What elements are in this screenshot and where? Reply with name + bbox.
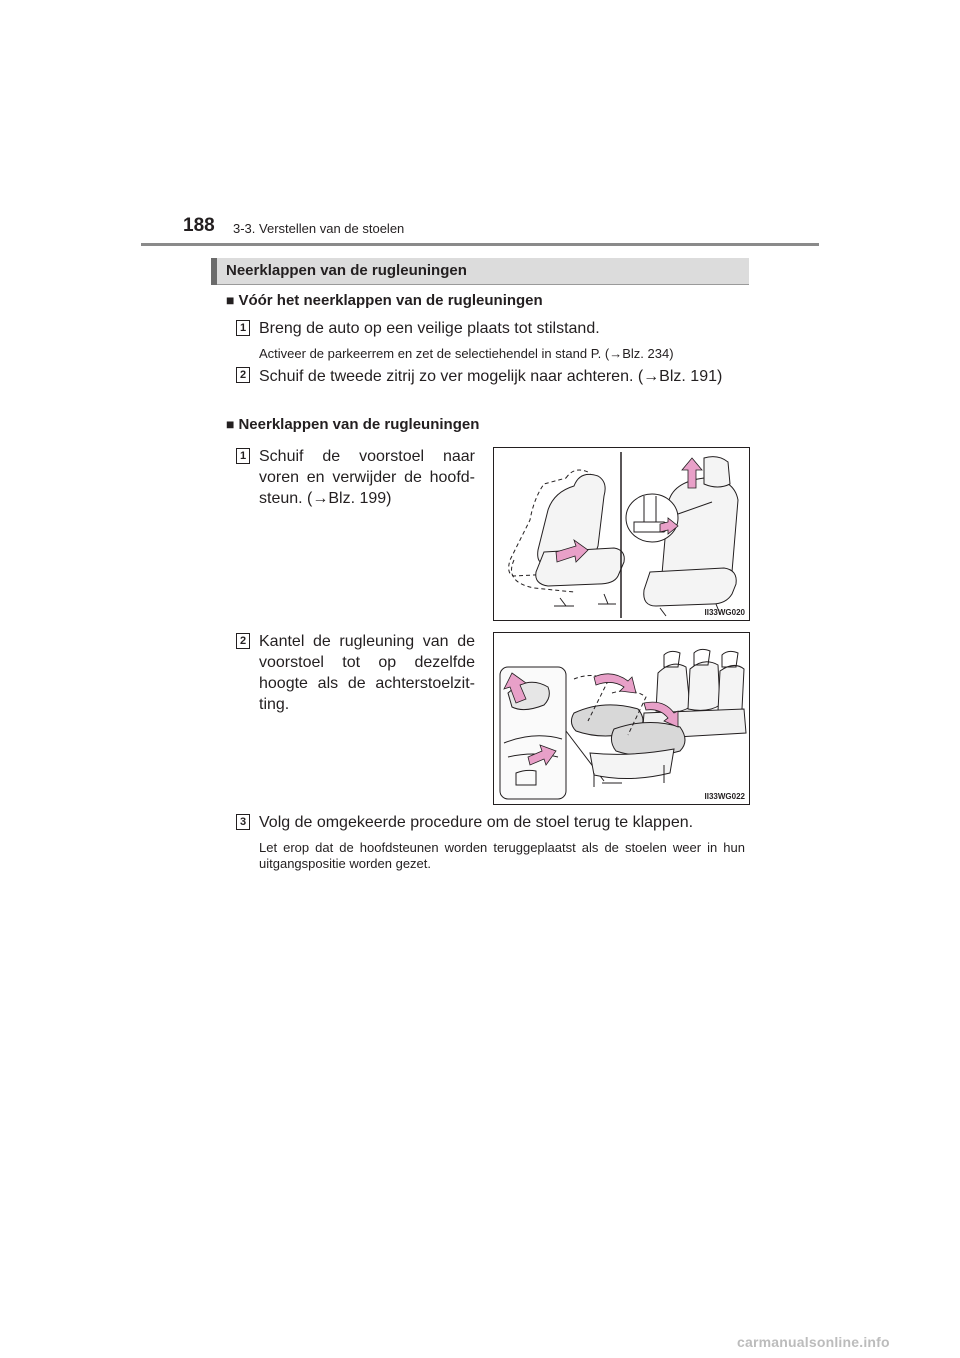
subsection-heading-folding xyxy=(226,416,479,433)
seat-slide-illustration xyxy=(494,448,749,620)
step-note: Activeer de parkeerrem en zet de selectiehendel in stand P. (→Blz. 234) xyxy=(259,346,674,361)
subsection-heading-text: Neerklappen van de rugleuningen xyxy=(238,416,480,433)
section-heading-bar xyxy=(211,258,217,285)
step-note: Let erop dat de hoofdsteunen worden teruggeplaatst als de stoelen weer in hun uitgangspositie worden gezet. xyxy=(259,840,745,871)
figure-remove-headrest xyxy=(493,447,750,621)
step-text: Breng de auto op een veilige plaats tot stilstand. xyxy=(259,320,600,337)
figure-code: II33WG022 xyxy=(704,792,745,801)
chapter-title: 3-3. Verstellen van de stoelen xyxy=(233,221,405,236)
step-badge: 1 xyxy=(236,448,250,464)
square-bullet-icon: ■ xyxy=(226,292,235,308)
seat-tilt-illustration xyxy=(494,633,749,804)
step-text: Kantel de rugleuning van de voorstoel tot op dezelfde hoogte als de achterstoelzit-ting. xyxy=(259,633,475,713)
figure-code: II33WG020 xyxy=(704,608,745,617)
figure-tilt-backrest xyxy=(493,632,750,805)
header-rule xyxy=(141,243,819,246)
step-text: Schuif de voorstoel naar voren en verwijder de hoofd-steun. (→Blz. 199) xyxy=(259,448,475,507)
watermark: carmanualsonline.info xyxy=(737,1334,890,1350)
page-number: 188 xyxy=(183,215,215,236)
step-badge: 3 xyxy=(236,814,250,830)
subsection-heading-text: Vóór het neerklappen van de rugleuningen xyxy=(238,292,543,309)
section-title: Neerklappen van de rugleuningen xyxy=(226,262,467,279)
step-text: Schuif de tweede zitrij zo ver mogelijk naar achteren. (→Blz. 191) xyxy=(259,368,723,385)
square-bullet-icon: ■ xyxy=(226,416,235,432)
subsection-heading-before xyxy=(226,292,543,309)
step-badge: 2 xyxy=(236,367,250,383)
step-badge: 2 xyxy=(236,633,250,649)
step-badge: 1 xyxy=(236,320,250,336)
step-text: Volg de omgekeerde procedure om de stoel terug te klappen. xyxy=(259,814,694,831)
